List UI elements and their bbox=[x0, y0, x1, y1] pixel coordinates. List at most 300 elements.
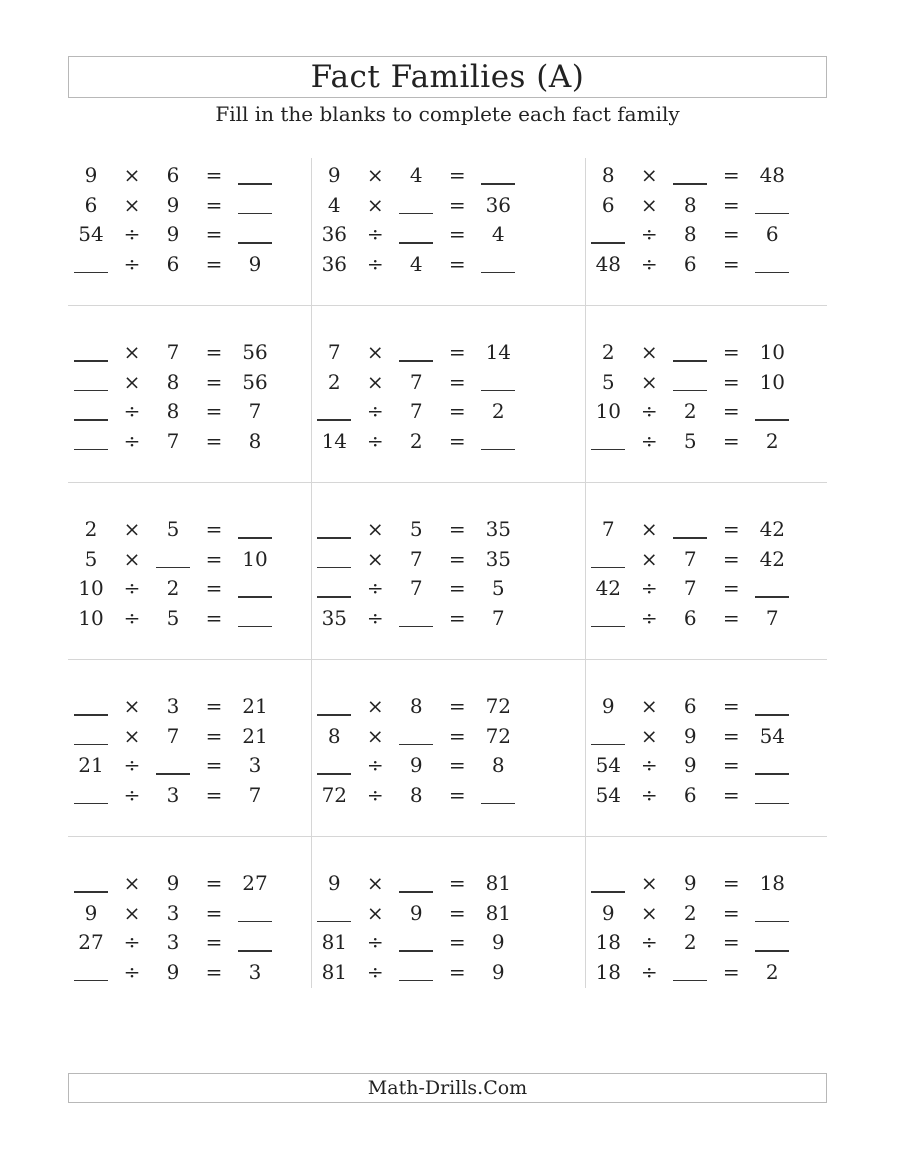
multiply-sign: × bbox=[123, 900, 141, 925]
fact-family bbox=[311, 512, 541, 642]
number: 8 bbox=[409, 694, 423, 718]
number: 27 bbox=[242, 871, 268, 895]
answer-blank[interactable] bbox=[317, 921, 351, 923]
answer-blank[interactable] bbox=[673, 183, 707, 185]
equation bbox=[68, 958, 298, 988]
answer-blank[interactable] bbox=[399, 360, 433, 362]
number: 3 bbox=[248, 959, 262, 984]
answer-blank[interactable] bbox=[755, 213, 789, 215]
answer-blank[interactable] bbox=[238, 537, 272, 539]
equals-sign: = bbox=[722, 546, 740, 571]
number: 5 bbox=[166, 605, 180, 630]
number: 2 bbox=[84, 517, 98, 541]
number: 8 bbox=[166, 369, 180, 394]
fact-family bbox=[68, 866, 298, 996]
answer-blank[interactable] bbox=[74, 419, 108, 421]
multiply-sign: × bbox=[366, 192, 384, 217]
number: 2 bbox=[683, 399, 697, 423]
number: 9 bbox=[166, 192, 180, 217]
multiply-sign: × bbox=[366, 517, 384, 541]
equation bbox=[311, 191, 541, 221]
answer-blank[interactable] bbox=[673, 390, 707, 392]
answer-blank[interactable] bbox=[399, 980, 433, 982]
equals-sign: = bbox=[448, 163, 466, 187]
number: 9 bbox=[601, 694, 615, 718]
equals-sign: = bbox=[722, 369, 740, 394]
equals-sign: = bbox=[205, 222, 223, 246]
number: 8 bbox=[409, 782, 423, 807]
equals-sign: = bbox=[205, 428, 223, 453]
answer-blank[interactable] bbox=[317, 567, 351, 569]
equals-sign: = bbox=[205, 605, 223, 630]
number: 72 bbox=[485, 723, 512, 748]
answer-blank[interactable] bbox=[317, 714, 351, 716]
equals-sign: = bbox=[205, 192, 223, 217]
number: 54 bbox=[759, 723, 786, 748]
equals-sign: = bbox=[448, 251, 466, 276]
answer-blank[interactable] bbox=[755, 803, 789, 805]
number: 7 bbox=[248, 782, 262, 807]
answer-blank[interactable] bbox=[238, 596, 272, 598]
answer-blank[interactable] bbox=[591, 744, 625, 746]
fact-family bbox=[68, 689, 298, 819]
divide-sign: ÷ bbox=[366, 428, 384, 453]
equals-sign: = bbox=[722, 222, 740, 246]
number: 2 bbox=[491, 399, 505, 423]
number: 8 bbox=[601, 163, 615, 187]
answer-blank[interactable] bbox=[481, 183, 515, 185]
number: 9 bbox=[84, 163, 98, 187]
multiply-sign: × bbox=[640, 871, 658, 895]
equals-sign: = bbox=[448, 900, 466, 925]
divide-sign: ÷ bbox=[123, 222, 141, 246]
answer-blank[interactable] bbox=[156, 567, 190, 569]
answer-blank[interactable] bbox=[399, 891, 433, 893]
divide-sign: ÷ bbox=[366, 251, 384, 276]
equation bbox=[311, 869, 541, 899]
divide-sign: ÷ bbox=[123, 399, 141, 423]
equation bbox=[311, 220, 541, 250]
number: 6 bbox=[166, 251, 180, 276]
number: 10 bbox=[759, 340, 786, 364]
number: 5 bbox=[84, 546, 98, 571]
answer-blank[interactable] bbox=[481, 272, 515, 274]
multiply-sign: × bbox=[366, 871, 384, 895]
answer-blank[interactable] bbox=[399, 744, 433, 746]
equation bbox=[585, 220, 815, 250]
equation bbox=[585, 869, 815, 899]
equation bbox=[585, 427, 815, 457]
number: 9 bbox=[166, 222, 180, 246]
divide-sign: ÷ bbox=[366, 753, 384, 777]
number: 7 bbox=[166, 428, 180, 453]
number: 56 bbox=[242, 369, 268, 394]
number: 6 bbox=[683, 251, 697, 276]
number: 4 bbox=[409, 251, 423, 276]
answer-blank[interactable] bbox=[238, 921, 272, 923]
fact-family bbox=[311, 158, 541, 288]
divide-sign: ÷ bbox=[640, 251, 658, 276]
number: 2 bbox=[601, 340, 615, 364]
number: 42 bbox=[759, 517, 786, 541]
equation bbox=[68, 161, 298, 191]
answer-blank[interactable] bbox=[673, 537, 707, 539]
equals-sign: = bbox=[448, 517, 466, 541]
answer-blank[interactable] bbox=[238, 213, 272, 215]
number: 42 bbox=[759, 546, 786, 571]
multiply-sign: × bbox=[123, 192, 141, 217]
equation bbox=[585, 574, 815, 604]
divide-sign: ÷ bbox=[366, 930, 384, 954]
row-divider bbox=[68, 305, 827, 306]
equation bbox=[68, 220, 298, 250]
fact-family bbox=[68, 158, 298, 288]
equals-sign: = bbox=[205, 163, 223, 187]
equals-sign: = bbox=[205, 369, 223, 394]
divide-sign: ÷ bbox=[123, 753, 141, 777]
number: 6 bbox=[601, 192, 615, 217]
answer-blank[interactable] bbox=[238, 626, 272, 628]
number: 81 bbox=[485, 871, 512, 895]
number: 21 bbox=[78, 753, 104, 777]
equation bbox=[585, 191, 815, 221]
equation bbox=[585, 899, 815, 929]
answer-blank[interactable] bbox=[481, 803, 515, 805]
answer-blank[interactable] bbox=[74, 449, 108, 451]
number: 3 bbox=[248, 753, 262, 777]
equation bbox=[311, 515, 541, 545]
number: 2 bbox=[683, 930, 697, 954]
divide-sign: ÷ bbox=[123, 576, 141, 600]
fact-family bbox=[585, 866, 815, 996]
divide-sign: ÷ bbox=[640, 930, 658, 954]
equation bbox=[585, 604, 815, 634]
equals-sign: = bbox=[722, 782, 740, 807]
answer-blank[interactable] bbox=[673, 980, 707, 982]
number: 9 bbox=[248, 251, 262, 276]
divide-sign: ÷ bbox=[366, 576, 384, 600]
number: 6 bbox=[84, 192, 98, 217]
number: 7 bbox=[409, 576, 423, 600]
number: 4 bbox=[409, 163, 423, 187]
number: 10 bbox=[759, 369, 786, 394]
number: 18 bbox=[595, 930, 622, 954]
multiply-sign: × bbox=[640, 369, 658, 394]
answer-blank[interactable] bbox=[74, 803, 108, 805]
number: 7 bbox=[327, 340, 341, 364]
equals-sign: = bbox=[448, 222, 466, 246]
answer-blank[interactable] bbox=[481, 449, 515, 451]
divide-sign: ÷ bbox=[640, 605, 658, 630]
multiply-sign: × bbox=[366, 546, 384, 571]
equation bbox=[68, 397, 298, 427]
number: 7 bbox=[166, 723, 180, 748]
equation bbox=[68, 191, 298, 221]
number: 54 bbox=[78, 222, 104, 246]
number: 5 bbox=[166, 517, 180, 541]
equation bbox=[68, 722, 298, 752]
multiply-sign: × bbox=[366, 369, 384, 394]
equals-sign: = bbox=[448, 753, 466, 777]
number: 2 bbox=[166, 576, 180, 600]
answer-blank[interactable] bbox=[481, 390, 515, 392]
number: 35 bbox=[321, 605, 348, 630]
multiply-sign: × bbox=[123, 546, 141, 571]
divide-sign: ÷ bbox=[366, 399, 384, 423]
number: 2 bbox=[409, 428, 423, 453]
answer-blank[interactable] bbox=[238, 242, 272, 244]
multiply-sign: × bbox=[123, 340, 141, 364]
number: 35 bbox=[485, 546, 512, 571]
number: 9 bbox=[84, 900, 98, 925]
multiply-sign: × bbox=[123, 163, 141, 187]
equation bbox=[585, 781, 815, 811]
equation bbox=[585, 368, 815, 398]
number: 9 bbox=[601, 900, 615, 925]
number: 56 bbox=[242, 340, 268, 364]
number: 6 bbox=[683, 605, 697, 630]
answer-blank[interactable] bbox=[399, 626, 433, 628]
number: 6 bbox=[683, 782, 697, 807]
answer-blank[interactable] bbox=[591, 626, 625, 628]
answer-blank[interactable] bbox=[755, 714, 789, 716]
equation bbox=[68, 604, 298, 634]
number: 7 bbox=[409, 546, 423, 571]
equation bbox=[68, 574, 298, 604]
number: 6 bbox=[166, 163, 180, 187]
divide-sign: ÷ bbox=[640, 428, 658, 453]
divide-sign: ÷ bbox=[366, 605, 384, 630]
equals-sign: = bbox=[722, 959, 740, 984]
footer-brand: Math-Drills.Com bbox=[68, 1073, 827, 1103]
number: 18 bbox=[759, 871, 786, 895]
answer-blank[interactable] bbox=[755, 773, 789, 775]
equation bbox=[585, 545, 815, 575]
equals-sign: = bbox=[448, 428, 466, 453]
equation bbox=[311, 692, 541, 722]
equation bbox=[585, 722, 815, 752]
number: 72 bbox=[321, 782, 348, 807]
equation bbox=[68, 545, 298, 575]
number: 72 bbox=[485, 694, 512, 718]
answer-blank[interactable] bbox=[317, 537, 351, 539]
divide-sign: ÷ bbox=[640, 576, 658, 600]
equation bbox=[585, 338, 815, 368]
equation bbox=[311, 958, 541, 988]
answer-blank[interactable] bbox=[673, 360, 707, 362]
equation bbox=[311, 928, 541, 958]
fact-family bbox=[311, 689, 541, 819]
number: 8 bbox=[683, 192, 697, 217]
number: 8 bbox=[327, 723, 341, 748]
number: 6 bbox=[683, 694, 697, 718]
equation bbox=[585, 515, 815, 545]
number: 7 bbox=[166, 340, 180, 364]
number: 14 bbox=[321, 428, 348, 453]
equation bbox=[585, 958, 815, 988]
number: 81 bbox=[321, 930, 348, 954]
equals-sign: = bbox=[448, 723, 466, 748]
worksheet-title: Fact Families (A) bbox=[68, 56, 827, 98]
answer-blank[interactable] bbox=[156, 773, 190, 775]
divide-sign: ÷ bbox=[640, 782, 658, 807]
answer-blank[interactable] bbox=[399, 242, 433, 244]
equals-sign: = bbox=[205, 694, 223, 718]
number: 9 bbox=[491, 959, 505, 984]
number: 3 bbox=[166, 900, 180, 925]
equation bbox=[68, 928, 298, 958]
answer-blank[interactable] bbox=[238, 183, 272, 185]
answer-blank[interactable] bbox=[74, 714, 108, 716]
fact-family bbox=[68, 335, 298, 465]
answer-blank[interactable] bbox=[317, 596, 351, 598]
multiply-sign: × bbox=[366, 163, 384, 187]
equals-sign: = bbox=[722, 340, 740, 364]
number: 8 bbox=[683, 222, 697, 246]
equation bbox=[311, 781, 541, 811]
number: 10 bbox=[78, 576, 104, 600]
number: 21 bbox=[242, 723, 268, 748]
answer-blank[interactable] bbox=[755, 272, 789, 274]
equation bbox=[311, 427, 541, 457]
multiply-sign: × bbox=[366, 694, 384, 718]
number: 4 bbox=[491, 222, 505, 246]
answer-blank[interactable] bbox=[74, 891, 108, 893]
multiply-sign: × bbox=[123, 369, 141, 394]
answer-blank[interactable] bbox=[755, 419, 789, 421]
equation bbox=[311, 545, 541, 575]
multiply-sign: × bbox=[123, 723, 141, 748]
multiply-sign: × bbox=[640, 723, 658, 748]
equals-sign: = bbox=[722, 428, 740, 453]
answer-blank[interactable] bbox=[399, 950, 433, 952]
equation bbox=[68, 368, 298, 398]
fact-family bbox=[68, 512, 298, 642]
answer-blank[interactable] bbox=[238, 950, 272, 952]
equals-sign: = bbox=[205, 959, 223, 984]
equals-sign: = bbox=[448, 871, 466, 895]
equation bbox=[311, 604, 541, 634]
equals-sign: = bbox=[722, 694, 740, 718]
answer-blank[interactable] bbox=[755, 596, 789, 598]
multiply-sign: × bbox=[640, 546, 658, 571]
number: 3 bbox=[166, 694, 180, 718]
answer-blank[interactable] bbox=[74, 980, 108, 982]
number: 3 bbox=[166, 782, 180, 807]
equals-sign: = bbox=[205, 930, 223, 954]
number: 9 bbox=[327, 163, 341, 187]
equals-sign: = bbox=[205, 900, 223, 925]
equation bbox=[311, 397, 541, 427]
equation bbox=[585, 250, 815, 280]
answer-blank[interactable] bbox=[755, 921, 789, 923]
equals-sign: = bbox=[205, 517, 223, 541]
answer-blank[interactable] bbox=[399, 213, 433, 215]
answer-blank[interactable] bbox=[317, 419, 351, 421]
number: 2 bbox=[327, 369, 341, 394]
equals-sign: = bbox=[722, 871, 740, 895]
number: 2 bbox=[765, 959, 779, 984]
equals-sign: = bbox=[722, 163, 740, 187]
number: 5 bbox=[601, 369, 615, 394]
equation bbox=[311, 250, 541, 280]
number: 4 bbox=[327, 192, 341, 217]
divide-sign: ÷ bbox=[366, 959, 384, 984]
answer-blank[interactable] bbox=[591, 567, 625, 569]
answer-blank[interactable] bbox=[74, 390, 108, 392]
fact-family bbox=[585, 158, 815, 288]
answer-blank[interactable] bbox=[74, 272, 108, 274]
equals-sign: = bbox=[722, 399, 740, 423]
divide-sign: ÷ bbox=[123, 428, 141, 453]
equation bbox=[585, 397, 815, 427]
number: 10 bbox=[242, 546, 268, 571]
equals-sign: = bbox=[205, 576, 223, 600]
divide-sign: ÷ bbox=[123, 782, 141, 807]
answer-blank[interactable] bbox=[317, 773, 351, 775]
number: 9 bbox=[683, 723, 697, 748]
divide-sign: ÷ bbox=[366, 782, 384, 807]
answer-blank[interactable] bbox=[74, 744, 108, 746]
answer-blank[interactable] bbox=[591, 891, 625, 893]
divide-sign: ÷ bbox=[640, 753, 658, 777]
number: 42 bbox=[595, 576, 622, 600]
number: 9 bbox=[166, 871, 180, 895]
equation bbox=[68, 692, 298, 722]
divide-sign: ÷ bbox=[123, 251, 141, 276]
equals-sign: = bbox=[205, 871, 223, 895]
equation bbox=[585, 928, 815, 958]
answer-blank[interactable] bbox=[591, 449, 625, 451]
equals-sign: = bbox=[448, 399, 466, 423]
equation bbox=[68, 427, 298, 457]
equals-sign: = bbox=[448, 546, 466, 571]
answer-blank[interactable] bbox=[74, 360, 108, 362]
number: 7 bbox=[765, 605, 779, 630]
equals-sign: = bbox=[722, 930, 740, 954]
fact-family bbox=[585, 689, 815, 819]
number: 36 bbox=[321, 222, 348, 246]
equals-sign: = bbox=[448, 340, 466, 364]
number: 7 bbox=[409, 399, 423, 423]
number: 8 bbox=[248, 428, 262, 453]
divide-sign: ÷ bbox=[123, 605, 141, 630]
equation bbox=[585, 161, 815, 191]
row-divider bbox=[68, 659, 827, 660]
number: 10 bbox=[595, 399, 622, 423]
equals-sign: = bbox=[448, 605, 466, 630]
equals-sign: = bbox=[722, 900, 740, 925]
equation bbox=[311, 161, 541, 191]
equals-sign: = bbox=[722, 192, 740, 217]
number: 2 bbox=[683, 900, 697, 925]
equals-sign: = bbox=[448, 694, 466, 718]
answer-blank[interactable] bbox=[591, 242, 625, 244]
equals-sign: = bbox=[448, 192, 466, 217]
answer-blank[interactable] bbox=[755, 950, 789, 952]
number: 7 bbox=[248, 399, 262, 423]
fact-family bbox=[585, 335, 815, 465]
row-divider bbox=[68, 482, 827, 483]
number: 81 bbox=[321, 959, 348, 984]
fact-family bbox=[311, 335, 541, 465]
number: 27 bbox=[78, 930, 104, 954]
number: 7 bbox=[601, 517, 615, 541]
equals-sign: = bbox=[448, 576, 466, 600]
worksheet-instructions: Fill in the blanks to complete each fact family bbox=[215, 102, 680, 126]
divide-sign: ÷ bbox=[366, 222, 384, 246]
number: 7 bbox=[409, 369, 423, 394]
